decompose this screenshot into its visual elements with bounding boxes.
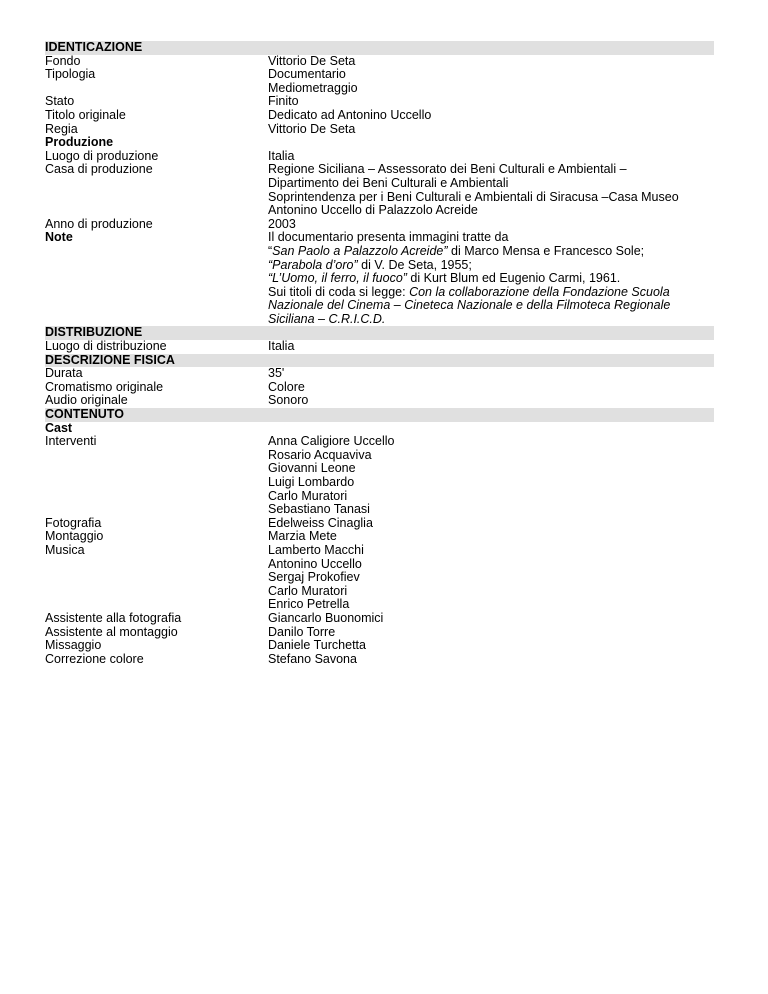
field-label: Fotografia (45, 515, 102, 530)
person-name: Giovanni Leone (268, 461, 356, 476)
person-name: Carlo Muratori (268, 583, 348, 598)
value-line: Dipartimento dei Beni Culturali e Ambientali (268, 175, 509, 190)
person-name: Antonino Uccello (268, 556, 362, 571)
note-line: Il documentario presenta immagini tratte da (268, 230, 509, 245)
field-label: Regia (45, 121, 78, 136)
value-line: Antonino Uccello di Palazzolo Acreide (268, 203, 478, 218)
field-luogo-produzione (45, 150, 714, 164)
field-fondo (45, 55, 714, 69)
field-stato (45, 95, 714, 109)
field-value: Daniele Turchetta (268, 638, 366, 653)
field-value: Dedicato ad Antonino Uccello (268, 107, 432, 122)
field-label: Tipologia (45, 67, 96, 82)
section-contenuto (45, 408, 714, 422)
field-label: Missaggio (45, 638, 102, 653)
field-value: Sonoro (268, 393, 309, 408)
subsection-produzione (45, 136, 714, 150)
field-value: Finito (268, 94, 299, 109)
field-label: Note (45, 230, 73, 245)
section-distribuzione (45, 326, 714, 340)
subsection-cast (45, 422, 714, 436)
field-value: Danilo Torre (268, 624, 336, 639)
person-name: Carlo Muratori (268, 488, 348, 503)
person-name: Sebastiano Tanasi (268, 502, 370, 517)
field-regia (45, 123, 714, 137)
subsection-title: Produzione (45, 135, 114, 150)
field-luogo-distribuzione (45, 340, 714, 354)
field-value: Italia (268, 148, 295, 163)
note-line: Nazionale del Cinema – Cineteca Nazionale e della Filmoteca Regionale (268, 298, 671, 313)
field-tipologia (45, 68, 714, 95)
field-value: 2003 (268, 216, 296, 231)
field-label: Assistente al montaggio (45, 624, 178, 639)
subsection-title: Cast (45, 420, 73, 435)
field-assistente-fotografia (45, 612, 714, 626)
field-label: Fondo (45, 53, 81, 68)
field-value: Marzia Mete (268, 529, 337, 544)
section-title: CONTENUTO (45, 407, 124, 422)
field-value (268, 163, 714, 217)
field-value: Vittorio De Seta (268, 121, 356, 136)
field-label: Luogo di distribuzione (45, 339, 167, 354)
field-musica (45, 544, 714, 612)
value-line: Mediometraggio (268, 80, 358, 95)
field-label: Casa di produzione (45, 162, 153, 177)
field-label: Titolo originale (45, 107, 126, 122)
value-line: Soprintendenza per i Beni Culturali e Ambientali di Siracusa –Casa Museo (268, 189, 679, 204)
field-cromatismo (45, 381, 714, 395)
note-line: Sui titoli di coda si legge: Con la collaborazione della Fondazione Scuola (268, 284, 670, 299)
field-value: Edelweiss Cinaglia (268, 515, 373, 530)
field-interventi (45, 435, 714, 517)
field-casa-produzione (45, 163, 714, 217)
field-value (268, 68, 714, 95)
person-name: Enrico Petrella (268, 597, 350, 612)
note-line: Siciliana – C.R.I.C.D. (268, 311, 386, 326)
section-identificazione (45, 41, 714, 55)
field-value: Stefano Savona (268, 651, 357, 666)
field-value: Vittorio De Seta (268, 53, 356, 68)
field-audio (45, 394, 714, 408)
section-descrizione-fisica (45, 354, 714, 368)
field-value: Italia (268, 339, 295, 354)
field-durata (45, 367, 714, 381)
note-line: “San Paolo a Palazzolo Acreide” di Marco Mensa e Francesco Sole; (268, 243, 645, 258)
field-value: 35' (268, 366, 285, 381)
field-value: Giancarlo Buonomici (268, 610, 384, 625)
field-montaggio (45, 530, 714, 544)
person-name: Lamberto Macchi (268, 542, 364, 557)
section-title: DESCRIZIONE FISICA (45, 352, 175, 367)
catalog-sheet (45, 41, 714, 666)
field-label: Luogo di produzione (45, 148, 159, 163)
field-fotografia (45, 517, 714, 531)
value-line: Documentario (268, 67, 346, 82)
field-label: Stato (45, 94, 75, 109)
field-label: Durata (45, 366, 83, 381)
field-value (268, 435, 714, 517)
field-label: Audio originale (45, 393, 128, 408)
field-correzione-colore (45, 653, 714, 667)
field-label: Musica (45, 542, 85, 557)
field-label: Correzione colore (45, 651, 144, 666)
field-value (268, 544, 714, 612)
field-missaggio (45, 639, 714, 653)
section-title: DISTRIBUZIONE (45, 325, 143, 340)
person-name: Luigi Lombardo (268, 475, 355, 489)
note-line: “Parabola d’oro” di V. De Seta, 1955; (268, 257, 472, 272)
field-value (268, 231, 714, 326)
person-name: Anna Caligiore Uccello (268, 434, 395, 449)
field-titolo-originale (45, 109, 714, 123)
note-line: “L’Uomo, il ferro, il fuoco” di Kurt Blum ed Eugenio Carmi, 1961. (268, 271, 621, 286)
person-name: Sergaj Prokofiev (268, 570, 360, 585)
field-value: Colore (268, 379, 305, 394)
field-label: Interventi (45, 434, 97, 449)
person-name: Rosario Acquaviva (268, 447, 372, 462)
field-label: Montaggio (45, 529, 104, 544)
value-line: Regione Siciliana – Assessorato dei Beni Culturali e Ambientali – (268, 162, 627, 177)
field-label: Anno di produzione (45, 216, 153, 231)
field-assistente-montaggio (45, 626, 714, 640)
field-label: Assistente alla fotografia (45, 610, 182, 625)
section-title: IDENTICAZIONE (45, 40, 143, 54)
field-note (45, 231, 714, 326)
field-anno-produzione (45, 218, 714, 232)
field-label: Cromatismo originale (45, 379, 164, 394)
